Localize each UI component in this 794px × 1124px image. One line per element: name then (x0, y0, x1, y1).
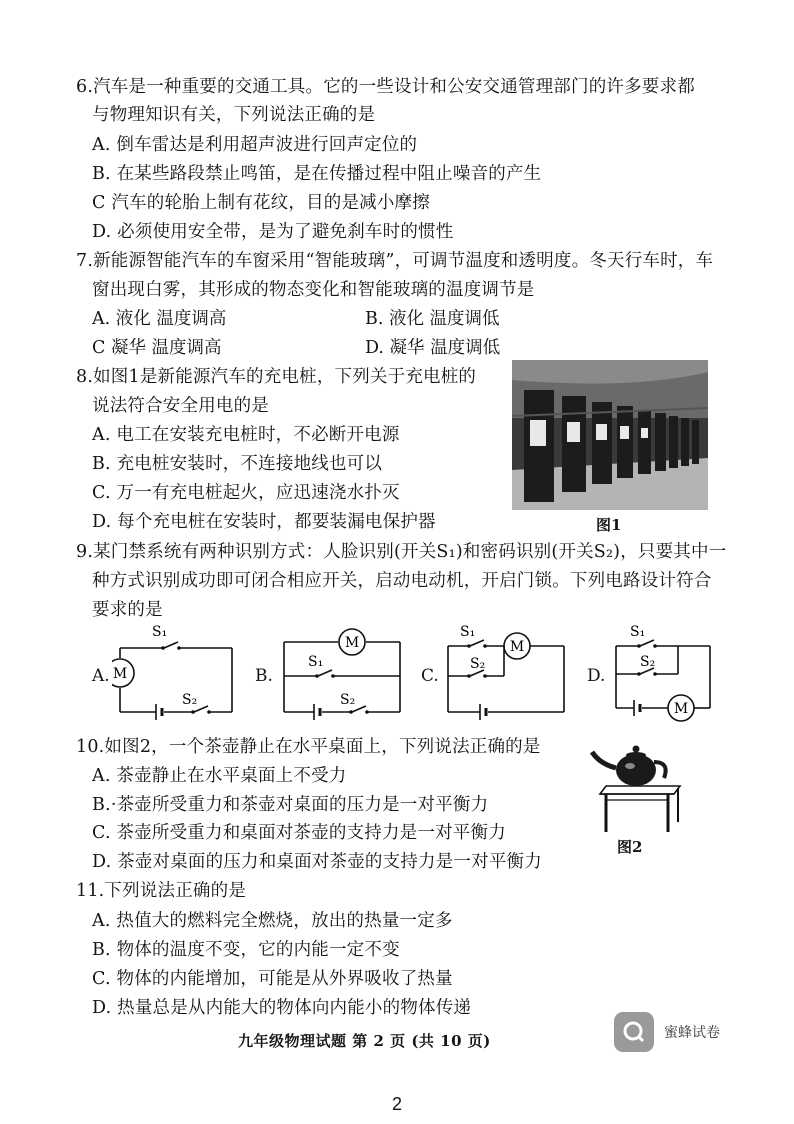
q9-stem-line3: 要求的是 (92, 600, 163, 620)
circuit-a-diagram (112, 620, 238, 724)
q10-option-b: B.·茶壶所受重力和茶壶对桌面的压力是一对平衡力 (92, 795, 489, 815)
circuit-b-s1: S₁ (308, 654, 324, 670)
circuit-c-diagram (440, 620, 570, 724)
watermark-text: 蜜蜂试卷 (664, 1025, 720, 1041)
charging-station-photo (512, 360, 708, 510)
watermark (614, 1012, 720, 1052)
q8-option-a: A. 电工在安装充电桩时，不必断开电源 (92, 425, 400, 445)
q8-stem-line2: 说法符合安全用电的是 (92, 396, 269, 416)
q7-stem-line2: 窗出现白雾，其形成的物态变化和智能玻璃的温度调节是 (92, 280, 535, 300)
q6-stem-line2: 与物理知识有关，下列说法正确的是 (92, 105, 376, 125)
q6-option-a: A. 倒车雷达是利用超声波进行回声定位的 (92, 135, 418, 155)
circuit-a-label: A. (92, 666, 110, 686)
circuit-d-s2: S₂ (640, 654, 656, 670)
q7-option-b: B. 液化 温度调低 (365, 309, 500, 329)
teapot-on-table-figure (584, 734, 694, 834)
q8-option-b: B. 充电桩安装时，不连接地线也可以 (92, 454, 383, 474)
q10-stem-line1: 10.如图2，一个茶壶静止在水平桌面上，下列说法正确的是 (76, 737, 541, 757)
q7-stem-line1: 7.新能源智能汽车的车窗采用“智能玻璃”，可调节温度和透明度。冬天行车时，车 (76, 251, 714, 271)
circuit-c-motor: M (509, 639, 525, 655)
q9-stem-line2: 种方式识别成功即可闭合相应开关，启动电动机，开启门锁。下列电路设计符合 (92, 571, 712, 591)
page-footer: 九年级物理试题 第 2 页 (共 10 页) (238, 1032, 491, 1050)
figure1-caption: 图1 (596, 516, 622, 534)
q11-option-d: D. 热量总是从内能大的物体向内能小的物体传递 (92, 998, 472, 1018)
q8-option-c: C. 万一有充电桩起火，应迅速浇水扑灭 (92, 483, 400, 503)
circuit-d-motor: M (673, 701, 689, 717)
q8-stem-line1: 8.如图1是新能源汽车的充电桩，下列关于充电桩的 (76, 367, 477, 387)
figure2-caption: 图2 (617, 838, 643, 856)
circuit-b-motor: M (344, 635, 360, 651)
q10-option-c: C. 茶壶所受重力和桌面对茶壶的支持力是一对平衡力 (92, 823, 506, 843)
q7-option-c: C 凝华 温度调高 (92, 338, 222, 358)
circuit-a-s1: S₁ (152, 624, 168, 640)
circuit-c-s2: S₂ (470, 656, 486, 672)
q11-option-b: B. 物体的温度不变，它的内能一定不变 (92, 940, 400, 960)
q6-option-d: D. 必须使用安全带，是为了避免刹车时的惯性 (92, 222, 454, 242)
q9-stem-line1: 9.某门禁系统有两种识别方式：人脸识别(开关S₁)和密码识别(开关S₂)，只要其中一 (76, 542, 727, 562)
circuit-d-label: D. (587, 666, 606, 686)
q7-option-d: D. 凝华 温度调低 (365, 338, 501, 358)
q6-stem-line1: 6.汽车是一种重要的交通工具。它的一些设计和公安交通管理部门的许多要求都 (76, 77, 695, 97)
circuit-c-s1: S₁ (460, 624, 476, 640)
q11-option-a: A. 热值大的燃料完全燃烧，放出的热量一定多 (92, 911, 453, 931)
q8-option-d: D. 每个充电桩在安装时，都要装漏电保护器 (92, 512, 436, 532)
q10-option-a: A. 茶壶静止在水平桌面上不受力 (92, 766, 347, 786)
q6-option-c: C 汽车的轮胎上制有花纹，目的是减小摩擦 (92, 193, 430, 213)
circuit-a-motor: M (112, 666, 128, 682)
page-number: 2 (392, 1094, 403, 1114)
q11-stem-line1: 11.下列说法正确的是 (76, 881, 247, 901)
circuit-d-s1: S₁ (630, 624, 646, 640)
circuit-b-label: B. (255, 666, 273, 686)
q10-option-d: D. 茶壶对桌面的压力和桌面对茶壶的支持力是一对平衡力 (92, 852, 542, 872)
circuit-b-s2: S₂ (340, 692, 356, 708)
q11-option-c: C. 物体的内能增加，可能是从外界吸收了热量 (92, 969, 453, 989)
watermark-logo-icon (614, 1012, 654, 1052)
circuit-d-diagram (608, 620, 718, 724)
circuit-b-diagram (276, 620, 406, 724)
q6-option-b: B. 在某些路段禁止鸣笛，是在传播过程中阻止噪音的产生 (92, 164, 542, 184)
circuit-c-label: C. (421, 666, 439, 686)
q7-option-a: A. 液化 温度调高 (92, 309, 227, 329)
circuit-a-s2: S₂ (182, 692, 198, 708)
